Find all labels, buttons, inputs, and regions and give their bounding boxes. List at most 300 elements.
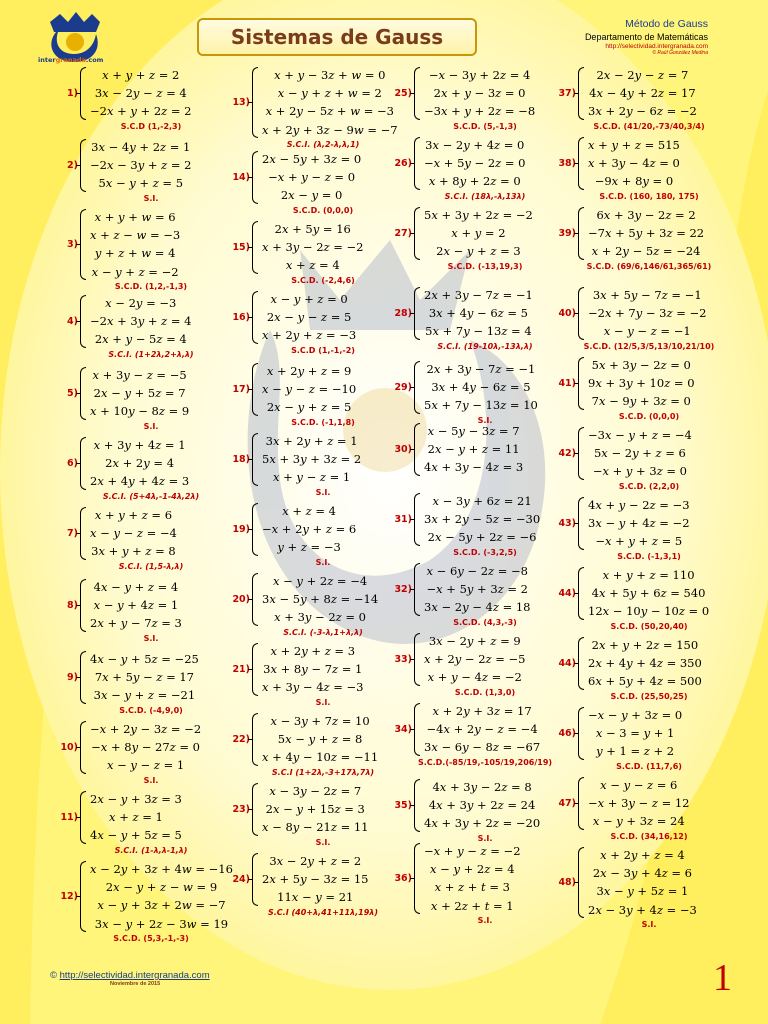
equation: 3x − y + 2z − 3w = 19: [94, 916, 229, 931]
problem-number: 22): [232, 733, 250, 745]
equation: x + 10y − 8z = 9: [90, 404, 190, 419]
equation: x − 8y − 21z = 11: [262, 820, 369, 835]
equation-system: [56, 860, 246, 933]
problem-number: 5): [67, 387, 78, 399]
solution-label: S.C.D. (-1,3,1): [617, 551, 681, 561]
brace-icon: [578, 67, 584, 120]
equation: 12x − 10y − 10z = 0: [588, 604, 710, 619]
equations: [262, 290, 356, 345]
brace-icon: [414, 137, 420, 190]
equation: 4x − y + 5z = 5: [90, 828, 182, 843]
equation: x + 2y + z = 9: [266, 364, 352, 378]
equation: x − y − z = −10: [262, 382, 357, 397]
equations: [424, 492, 540, 547]
problem-number: 39): [558, 227, 576, 239]
brace-icon: [80, 579, 86, 632]
equation: −x + y − z = 0: [268, 170, 356, 185]
solution-label: S.C.D (1,-1,-2): [291, 345, 355, 355]
brace-icon: [414, 207, 420, 260]
solution-label: S.I.: [477, 915, 493, 925]
equation-system: [390, 632, 580, 687]
equation-system: [554, 356, 744, 411]
equation-system: [554, 496, 744, 551]
brace-icon: [252, 853, 258, 906]
problem-item: [56, 208, 246, 291]
brace-icon: [252, 291, 258, 344]
brace-icon: [578, 567, 584, 620]
equations: [90, 578, 182, 633]
problem-item: [56, 66, 246, 131]
equation: y + z + w = 4: [94, 246, 176, 261]
header-info: [585, 18, 708, 56]
equation: 3x + 2y + z = 1: [265, 434, 358, 448]
brace-icon: [252, 783, 258, 836]
solution-label: S.C.D. (5,-1,3): [453, 121, 517, 131]
equation-system: [56, 208, 246, 281]
problem-number: 37): [558, 87, 576, 99]
equation: −2x + y + 2z = 2: [90, 104, 192, 119]
brace-icon: [80, 861, 86, 932]
brace-icon: [578, 357, 584, 410]
brace-icon: [414, 493, 420, 546]
equation: 2x + y − 3z = 0: [433, 86, 526, 101]
equations: [262, 572, 378, 627]
problem-item: [56, 138, 246, 203]
problem-item: [554, 846, 744, 929]
equation: 3x − y + 5z = 1: [596, 884, 689, 899]
equations: [588, 636, 702, 691]
equation: 2x + 3y − 7z = −1: [424, 288, 533, 302]
copyright-symbol: ©: [50, 970, 57, 981]
brace-icon: [80, 721, 86, 774]
problem-number: 34): [394, 723, 412, 735]
equation-system: [56, 506, 246, 561]
equation: 2x − y + 3z = 3: [90, 792, 182, 806]
equation: x − y + 3z + 2w = −7: [97, 898, 226, 913]
problem-number: 36): [394, 872, 412, 884]
footer: [50, 970, 210, 987]
brace-icon: [414, 703, 420, 756]
brace-icon: [80, 67, 86, 120]
solution-label: S.C.D. (1,3,0): [454, 687, 516, 697]
equation-system: [56, 650, 246, 705]
equation: x + y + w = 6: [94, 210, 176, 224]
equations: [262, 150, 361, 205]
problem-item: [390, 66, 580, 131]
equation: 2x − y + z = 5: [266, 400, 352, 415]
solution-label: S.C.D. (160, 180, 175): [599, 191, 699, 201]
equation: x − y + z = −2: [91, 264, 179, 279]
problem-item: [56, 578, 246, 643]
problem-item: [390, 136, 580, 201]
equation: 2x − y + z − w = 9: [105, 880, 218, 895]
equations: [90, 138, 192, 193]
solution-label: S.I.: [315, 837, 331, 847]
problem-item: [554, 356, 744, 421]
equations: [588, 706, 682, 761]
problem-item: [390, 360, 580, 425]
problem-number: 12): [60, 890, 78, 902]
brace-icon: [414, 67, 420, 120]
equation: 3x − 6y − 8z = −67: [424, 740, 541, 755]
problem-number: 46): [558, 727, 576, 739]
equation-system: [390, 360, 580, 415]
equation: −9x + 8y = 0: [594, 174, 674, 189]
equation: x + 3y − 4z = 0: [588, 156, 680, 171]
equation: 11x − y = 21: [277, 890, 354, 905]
equation: x − 3y − 2z = 7: [269, 784, 362, 798]
equation: x − y + 2z = 4: [429, 862, 515, 877]
equations: [90, 860, 233, 933]
equation: 5x − 2y + z = 6: [593, 446, 686, 461]
equation: 3x − 2y + z = 2: [269, 854, 362, 868]
problem-number: 3): [67, 238, 78, 250]
equations: [588, 66, 697, 121]
equations: [424, 286, 533, 341]
problem-number: 6): [67, 457, 78, 469]
problem-item: [390, 702, 580, 767]
equation: 2x − 5y + 2z = −6: [427, 530, 537, 545]
equation: x + 2y − 5z + w = −3: [265, 104, 394, 119]
equation: x + 2y + z = 3: [270, 644, 356, 658]
solution-label: S.I.: [143, 193, 159, 203]
problem-number: 27): [394, 227, 412, 239]
equations: [262, 220, 364, 275]
equation: 2x + y + 2z = 150: [591, 638, 699, 652]
brace-icon: [578, 287, 584, 340]
brace-icon: [578, 707, 584, 760]
equation: 4x − y + 5z = −25: [90, 652, 199, 666]
equation: x + z − w = −3: [90, 228, 181, 243]
equation: x + 2y + z = 4: [600, 848, 685, 862]
page-title: Sistemas de Gauss: [197, 18, 477, 56]
equation: 2x − 5y + 3z = 0: [262, 152, 362, 166]
solution-label: S.C.I (40+λ,41+11λ,19λ): [268, 907, 378, 917]
equation: x + z + t = 3: [434, 880, 510, 895]
solution-label: S.C.D. (69/6,146/61,365/61): [586, 261, 712, 271]
problem-item: [390, 562, 580, 627]
equation-system: [554, 776, 744, 831]
brace-icon: [578, 497, 584, 550]
equations: [90, 650, 199, 705]
equation: −x − 3y + 2z = 4: [428, 68, 531, 82]
equation: 5x + 3y − 2z = 0: [591, 358, 691, 372]
equation-system: [56, 366, 246, 421]
brace-icon: [252, 433, 258, 486]
equations: [262, 642, 364, 697]
solution-label: S.I.: [143, 421, 159, 431]
equation-system: [56, 720, 246, 775]
equation: x − 3 = y + 1: [595, 726, 675, 741]
brace-icon: [80, 791, 86, 844]
equation: x − 6y − 2z = −8: [426, 564, 528, 578]
brace-icon: [252, 151, 258, 204]
footer-date: Noviembre de 2015: [110, 981, 161, 987]
solution-label: S.C.D. (50,20,40): [610, 621, 688, 631]
brace-icon: [578, 427, 584, 480]
problem-number: 30): [394, 443, 412, 455]
equation-system: [56, 436, 246, 491]
solution-label: S.C.D. (-13,19,3): [447, 261, 523, 271]
problem-item: [554, 706, 744, 771]
problem-number: 41): [558, 377, 576, 389]
equation: y + z = −3: [277, 540, 341, 555]
equation: 2x − y + z = 11: [427, 442, 520, 457]
equation-system: [390, 422, 580, 477]
equations: [424, 562, 531, 617]
solution-label: S.C.D. (11,7,6): [616, 761, 682, 771]
equation-system: [390, 136, 580, 191]
equation: x − y − z = −1: [603, 324, 691, 339]
equation-system: [56, 294, 246, 349]
brace-icon: [252, 363, 258, 416]
logo-text: intergranada.com: [38, 56, 104, 64]
equation: 3x − 2y + 4z = 0: [425, 138, 525, 152]
problem-number: 29): [394, 381, 412, 393]
equation: x + y + z = 2: [102, 68, 180, 82]
equation-system: [554, 846, 744, 919]
solution-label: S.C.I. (1,5-λ,λ): [118, 561, 184, 571]
problem-number: 35): [394, 799, 412, 811]
problem-number: 43): [558, 517, 576, 529]
equation: 6x + 5y + 4z = 500: [588, 674, 702, 689]
solution-label: S.C.I. (5+4λ,-1-4λ,2λ): [102, 491, 200, 501]
solution-label: S.C.D. (-4,9,0): [119, 705, 183, 715]
brace-icon: [80, 209, 86, 280]
equation: −x + y − z = −2: [424, 844, 521, 858]
equations: [424, 360, 538, 415]
problem-number: 20): [232, 593, 250, 605]
equation: 4x − 4y + 2z = 17: [589, 86, 696, 101]
problem-number: 14): [232, 171, 250, 183]
equation: 5x − y + z = 5: [98, 176, 184, 191]
brace-icon: [578, 847, 584, 918]
equation: −3x − y + z = −4: [588, 428, 692, 442]
equation: x − 5y − 3z = 7: [427, 424, 520, 438]
equation-system: [390, 206, 580, 261]
brace-icon: [578, 137, 584, 190]
solution-label: S.C.D. (0,0,0): [618, 411, 680, 421]
equation: x − y − z = 6: [600, 778, 678, 792]
equation: −x + y + z = 5: [595, 534, 683, 549]
equation: −x + 5y + 3z = 2: [426, 582, 528, 597]
equation: x + 3y − 4z = −3: [262, 680, 364, 695]
problem-item: [554, 66, 744, 131]
equation: x + y − z = 1: [272, 470, 351, 485]
equation: x + y + z = 6: [94, 508, 173, 522]
problem-item: [390, 492, 580, 557]
equations: [588, 776, 690, 831]
equation: −x + 5y − 2z = 0: [424, 156, 526, 171]
equations: [588, 426, 692, 481]
equations: [424, 66, 535, 121]
equation: x − y − z = −4: [90, 526, 177, 541]
equation: −2x − 3y + z = 2: [90, 158, 192, 173]
equation: x + 2y − 2z = −5: [424, 652, 526, 667]
equation-system: [554, 206, 744, 261]
problem-number: 40): [558, 307, 576, 319]
brace-icon: [414, 779, 420, 832]
equation: 2x + y − 7z = 3: [90, 616, 182, 631]
equation: 3x − 4y + 2z = 1: [91, 140, 191, 154]
equation: x + 3y − 2z = −2: [262, 240, 364, 255]
equations: [588, 136, 680, 191]
problem-number: 4): [67, 315, 78, 327]
equations: [262, 782, 369, 837]
problem-number: 10): [60, 741, 78, 753]
equation: 3x + y + z = 8: [91, 544, 176, 559]
problem-item: [56, 294, 246, 359]
solution-label: S.C.D. (12/5,3/5,13/10,21/10): [583, 341, 715, 351]
problem-number: 15): [232, 241, 250, 253]
footer-url-link[interactable]: http://selectividad.intergranada.com: [59, 970, 210, 981]
problem-item: [56, 506, 246, 571]
equations: [90, 208, 180, 281]
problem-item: [554, 496, 744, 561]
equation-system: [554, 566, 744, 621]
equation: x + 2z + t = 1: [430, 898, 514, 913]
equation: 2x − 3y + 4z = 6: [592, 866, 692, 881]
equation: x + y − 3z + w = 0: [274, 68, 386, 82]
equations: [90, 66, 192, 121]
problem-item: [554, 776, 744, 841]
solution-label: S.I.: [143, 633, 159, 643]
equation: −3x + y + 2z = −8: [424, 104, 536, 119]
equation: x + y + z = 515: [588, 138, 680, 152]
brace-icon: [80, 139, 86, 192]
problem-number: 23): [232, 803, 250, 815]
equation-system: [390, 492, 580, 547]
problem-number: 24): [232, 873, 250, 885]
equation: −x + 2y − 3z = −2: [90, 722, 202, 736]
equations: [588, 846, 697, 919]
equation: 2x + 4y + 4z = 3: [90, 474, 190, 489]
problem-number: 1): [67, 87, 78, 99]
equation: x − y + z + w = 2: [277, 86, 382, 101]
equation: 2x + 2y = 4: [105, 456, 175, 471]
equations: [588, 206, 704, 261]
problem-number: 42): [558, 447, 576, 459]
equation-system: [390, 562, 580, 617]
equation: 2x − y = 0: [280, 188, 343, 203]
problem-item: [554, 286, 744, 351]
solution-label: S.C.I. (18λ,-λ,13λ): [444, 191, 526, 201]
equation: x + 3y + 4z = 1: [93, 438, 186, 452]
equation: x − y − z = 1: [106, 758, 185, 773]
equations: [424, 702, 540, 757]
problem-number: 19): [232, 523, 250, 535]
equation: 3x − 2y − 4z = 18: [424, 600, 531, 615]
brace-icon: [414, 423, 420, 476]
equation: 2x + 3y − 7z = −1: [426, 362, 536, 376]
problem-number: 47): [558, 797, 576, 809]
equation: 5x − y + z = 8: [277, 732, 363, 747]
page-number: 1: [713, 957, 732, 999]
equation: 2x − y + 15z = 3: [265, 802, 365, 817]
equation: −x − y + 3z = 0: [588, 708, 683, 722]
equation: 9x + 3y + 10z = 0: [588, 376, 695, 391]
equation: x + y + z = 110: [602, 568, 695, 582]
solution-label: S.C.I. (λ,2-λ,λ,1): [286, 139, 360, 149]
equation: 2x + 5y = 16: [274, 222, 351, 236]
equation: x + y − 4z = −2: [427, 670, 522, 685]
equation-system: [554, 706, 744, 761]
problem-item: [390, 206, 580, 271]
equation: 3x + 4y − 6z = 5: [431, 380, 531, 395]
problem-number: 44): [558, 587, 576, 599]
problem-item: [56, 790, 246, 855]
equation: −x + 2y + z = 6: [262, 522, 357, 537]
equation: 3x + 2y − 6z = −2: [588, 104, 697, 119]
problem-number: 9): [67, 671, 78, 683]
problem-number: 32): [394, 583, 412, 595]
solution-label: S.C.I (1+2λ,-3+17λ,7λ): [271, 767, 375, 777]
solution-label: S.I.: [315, 557, 331, 567]
equation: 3x + 2y − 5z = −30: [424, 512, 541, 527]
brace-icon: [80, 295, 86, 348]
equation: 5x + 7y − 13z = 10: [424, 398, 538, 413]
equation-system: [554, 136, 744, 191]
header-url-link[interactable]: http://selectividad.intergranada.com: [605, 43, 708, 50]
equation: x + 3y − z = −5: [92, 368, 187, 382]
problem-number: 2): [67, 159, 78, 171]
solution-label: S.I.: [315, 487, 331, 497]
problem-number: 7): [67, 527, 78, 539]
equations: [90, 436, 189, 491]
problem-item: [390, 842, 580, 925]
equation: x − 3y + 7z = 10: [270, 714, 370, 728]
equation: x + 3y − 2z = 0: [274, 610, 366, 625]
problem-item: [554, 566, 744, 631]
equation: x + 2y + 3z − 9w = −7: [262, 122, 398, 137]
solution-label: S.C.D.(-85/19,-105/19,206/19): [417, 757, 553, 767]
solution-label: S.C.I. (-3-λ,1+λ,λ): [283, 627, 363, 637]
equations: [424, 842, 521, 915]
equation: x − y + 2z = −4: [272, 574, 368, 588]
brace-icon: [80, 437, 86, 490]
equation-system: [390, 842, 580, 915]
equation: 2x − 3y + 4z = −3: [588, 902, 697, 917]
equation: x − y + 4z = 1: [93, 598, 179, 613]
problem-number: 21): [232, 663, 250, 675]
equations: [262, 502, 356, 557]
solution-label: S.C.D. (-2,4,6): [291, 275, 355, 285]
problem-item: [56, 366, 246, 431]
solution-label: S.C.D. (41/20,-73/40,3/4): [593, 121, 705, 131]
problem-number: 44): [558, 657, 576, 669]
problem-number: 25): [394, 87, 412, 99]
equation: 3x − 5y + 8z = −14: [262, 592, 379, 607]
problem-number: 17): [232, 383, 250, 395]
solution-label: S.C.D (1,-2,3): [120, 121, 182, 131]
solution-label: S.C.D. (-1,1,8): [291, 417, 355, 427]
equations: [424, 778, 540, 833]
equations: [588, 356, 695, 411]
solution-label: S.C.D. (34,16,12): [610, 831, 688, 841]
problem-number: 8): [67, 599, 78, 611]
problem-number: 38): [558, 157, 576, 169]
brace-icon: [252, 573, 258, 626]
equation: 2x − y + z = 3: [436, 244, 521, 259]
solution-label: S.C.D. (0,0,0): [292, 205, 354, 215]
equation: 2x + y − 5z = 4: [94, 332, 187, 347]
equation-system: [554, 286, 744, 341]
solution-label: S.C.D. (1,2,-1,3): [114, 281, 188, 291]
equation: 3x + 4y − 6z = 5: [428, 306, 528, 321]
problem-item: [390, 286, 580, 351]
equation: x + y = 2: [451, 226, 506, 241]
equations: [588, 496, 690, 551]
